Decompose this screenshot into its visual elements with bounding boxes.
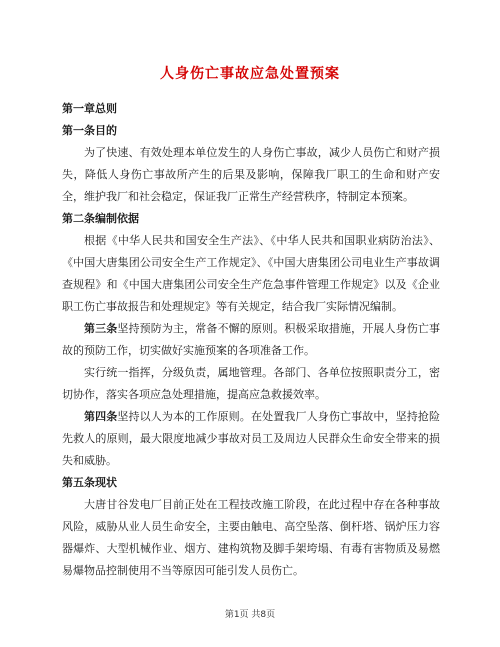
article1-paragraph: 为了快速、有效处理本单位发生的人身伤亡事故，减少人员伤亡和财产损失，降低人身伤亡事故所产生的后果及影响，保障我厂职工的生命和财产安全，维护我厂和社会稳定，保证我厂正常生产经营秩序，特制定本预案。 <box>62 146 440 203</box>
article2-paragraph: 根据《中华人民共和国安全生产法》、《中华人民共和国职业病防治法》、《中国大唐集团公司安全生产工作规定》、《中国大唐集团公司电业生产事故调查规程》和《中国大唐集团公司安全生产危急事件管理工作规定》以及《企业职工伤亡事故报告和处理规定》等有关规定，结合我厂实际情况编制。 <box>62 234 440 313</box>
page-footer: 第1页 共8页 <box>224 610 276 620</box>
article3-lead: 第三条 <box>84 322 118 335</box>
article5-paragraph: 大唐甘谷发电厂目前正处在工程技改施工阶段，在此过程中存在各种事故风险，威胁从业人员生命安全，主要由触电、高空坠落、倒杆塔、锅炉压力容器爆炸、大型机械作业、烟方、建构筑物及脚手架垮塌、有毒有害物质及易燃易爆物品控制使用不当等原因可能引发人员伤亡。 <box>62 498 440 577</box>
article1-heading: 第一条目的 <box>62 124 117 137</box>
article5-heading: 第五条现状 <box>62 476 117 489</box>
document-body <box>62 98 440 582</box>
article3-paragraph <box>62 318 440 362</box>
document-title: 人身伤亡事故应急处置预案 <box>160 66 340 82</box>
article4-lead: 第四条 <box>84 410 118 423</box>
article2-heading: 第二条编制依据 <box>62 212 139 225</box>
article3-text: 坚持预防为主，常备不懈的原则。积极采取措施，开展人身伤亡事故的预防工作，切实做好实施预案的各项准备工作。 <box>62 322 441 357</box>
article3b-paragraph: 实行统一指挥，分级负责，属地管理。各部门、各单位按照职责分工，密切协作，落实各项应急处理措施，提高应急救援效率。 <box>62 366 440 401</box>
article4-paragraph <box>62 406 440 472</box>
article4-text: 坚持以人为本的工作原则。在处置我厂人身伤亡事故中，坚持抢险先救人的原则，最大限度地减少事故对员工及周边人民群众生命安全带来的损失和威胁。 <box>62 410 441 467</box>
chapter-heading: 第一章总则 <box>62 102 117 115</box>
